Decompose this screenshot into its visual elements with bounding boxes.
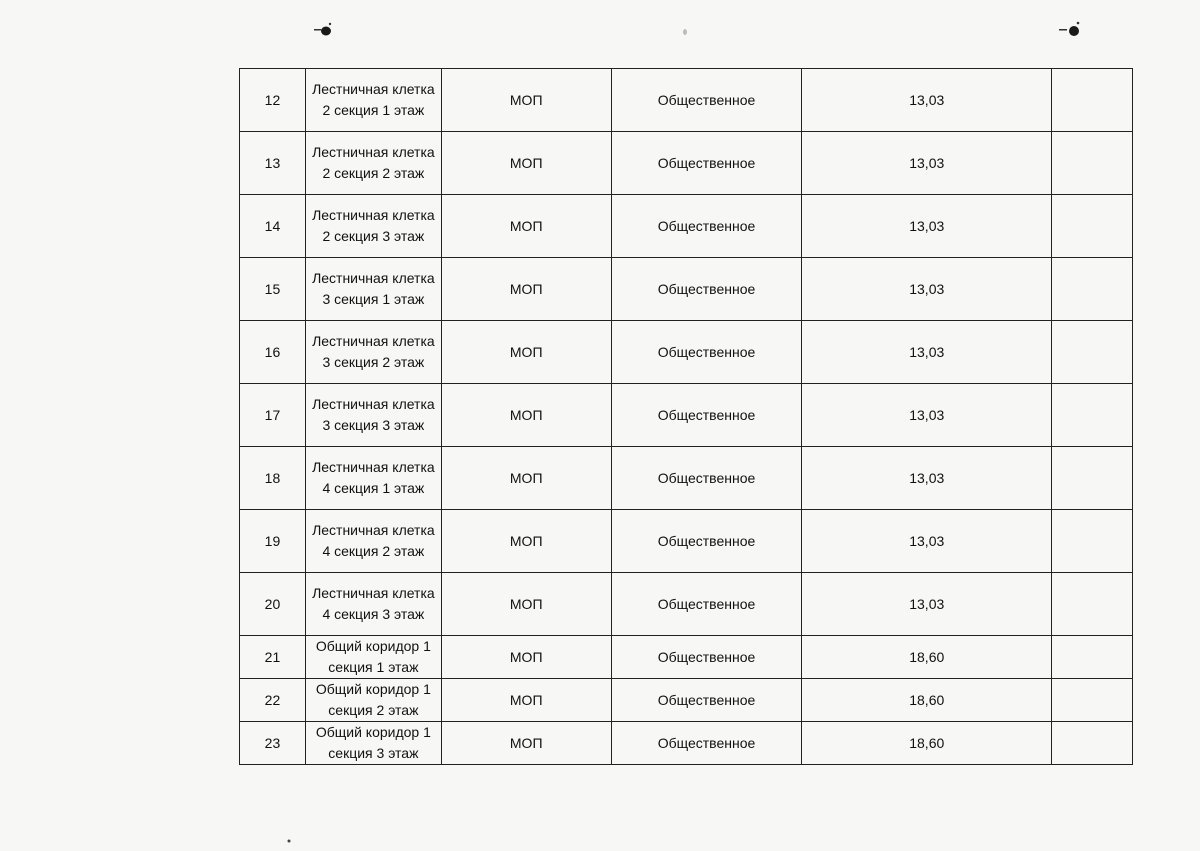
room-name [305,510,441,573]
room-name [305,69,441,132]
row-extra [1052,679,1133,722]
room-type: МОП [441,195,611,258]
room-type: МОП [441,447,611,510]
table-row [240,510,1133,573]
room-name-line2: 2 секция 3 этаж [322,228,425,244]
row-number: 23 [240,722,306,765]
row-extra [1052,636,1133,679]
room-name [305,258,441,321]
table-row [240,321,1133,384]
row-number: 14 [240,195,306,258]
room-type: МОП [441,636,611,679]
room-usage: Общественное [611,69,802,132]
premises-table [239,68,1133,765]
room-name-line1: Лестничная клетка [312,270,435,286]
room-name-line2: секция 2 этаж [328,702,419,718]
room-name [305,195,441,258]
room-area: 18,60 [802,679,1052,722]
room-area: 13,03 [802,321,1052,384]
room-area: 13,03 [802,573,1052,636]
row-number: 22 [240,679,306,722]
room-name [305,447,441,510]
scan-speck [312,20,338,42]
room-name-line2: 3 секция 2 этаж [322,354,425,370]
room-type: МОП [441,573,611,636]
room-area: 18,60 [802,722,1052,765]
row-extra [1052,722,1133,765]
room-type: МОП [441,132,611,195]
room-usage: Общественное [611,679,802,722]
room-name-line2: 2 секция 1 этаж [322,102,425,118]
room-area: 18,60 [802,636,1052,679]
row-number: 20 [240,573,306,636]
room-name-line1: Лестничная клетка [312,522,435,538]
row-number: 19 [240,510,306,573]
row-extra [1052,573,1133,636]
row-extra [1052,321,1133,384]
table-row [240,679,1133,722]
table-row [240,636,1133,679]
room-name-line1: Лестничная клетка [312,585,435,601]
row-number: 17 [240,384,306,447]
table-row [240,195,1133,258]
room-name [305,132,441,195]
room-name-line1: Лестничная клетка [312,459,435,475]
room-name-line2: 4 секция 2 этаж [322,543,425,559]
room-name [305,722,441,765]
room-type: МОП [441,510,611,573]
room-usage: Общественное [611,573,802,636]
room-name [305,636,441,679]
row-extra [1052,69,1133,132]
table-row [240,132,1133,195]
row-extra [1052,447,1133,510]
row-extra [1052,384,1133,447]
scan-speck [1056,20,1084,42]
room-area: 13,03 [802,447,1052,510]
scan-speck [286,838,292,844]
table-row [240,447,1133,510]
room-name-line1: Лестничная клетка [312,333,435,349]
room-name-line1: Общий коридор 1 [315,638,431,654]
room-type: МОП [441,679,611,722]
row-extra [1052,510,1133,573]
room-usage: Общественное [611,510,802,573]
table-row [240,722,1133,765]
room-usage: Общественное [611,636,802,679]
room-name-line1: Лестничная клетка [312,81,435,97]
room-type: МОП [441,722,611,765]
row-number: 12 [240,69,306,132]
room-name-line2: 4 секция 1 этаж [322,480,425,496]
room-name-line1: Лестничная клетка [312,144,435,160]
room-name-line2: 3 секция 3 этаж [322,417,425,433]
row-extra [1052,195,1133,258]
table-row [240,69,1133,132]
room-area: 13,03 [802,384,1052,447]
room-usage: Общественное [611,447,802,510]
room-name-line1: Лестничная клетка [312,396,435,412]
room-usage: Общественное [611,132,802,195]
room-name-line1: Общий коридор 1 [315,724,431,740]
row-number: 15 [240,258,306,321]
row-extra [1052,258,1133,321]
row-number: 18 [240,447,306,510]
room-name-line1: Общий коридор 1 [315,681,431,697]
room-area: 13,03 [802,258,1052,321]
room-name-line2: секция 1 этаж [328,659,419,675]
room-area: 13,03 [802,69,1052,132]
room-name [305,321,441,384]
room-type: МОП [441,384,611,447]
row-number: 13 [240,132,306,195]
room-usage: Общественное [611,384,802,447]
room-type: МОП [441,258,611,321]
room-usage: Общественное [611,722,802,765]
table-row [240,258,1133,321]
scan-speck [682,28,688,36]
room-area: 13,03 [802,195,1052,258]
room-name-line2: 2 секция 2 этаж [322,165,425,181]
table-row [240,573,1133,636]
room-name-line1: Лестничная клетка [312,207,435,223]
room-name [305,573,441,636]
table-row [240,384,1133,447]
room-name [305,679,441,722]
room-usage: Общественное [611,258,802,321]
room-name-line2: 3 секция 1 этаж [322,291,425,307]
room-type: МОП [441,321,611,384]
room-name-line2: 4 секция 3 этаж [322,606,425,622]
room-area: 13,03 [802,132,1052,195]
room-name-line2: секция 3 этаж [328,745,419,761]
room-usage: Общественное [611,195,802,258]
row-number: 16 [240,321,306,384]
room-usage: Общественное [611,321,802,384]
row-extra [1052,132,1133,195]
room-type: МОП [441,69,611,132]
room-name [305,384,441,447]
room-area: 13,03 [802,510,1052,573]
row-number: 21 [240,636,306,679]
